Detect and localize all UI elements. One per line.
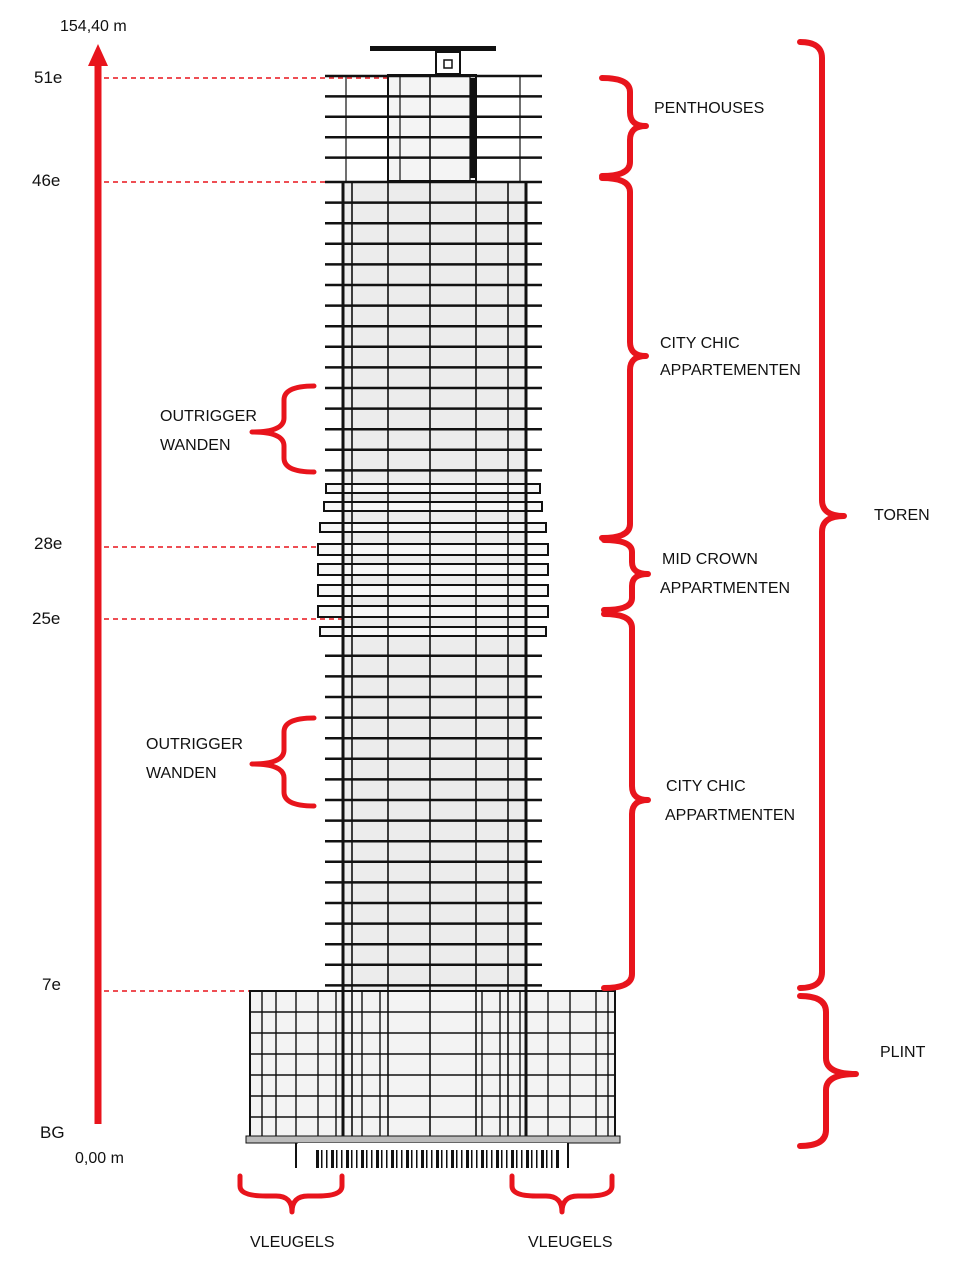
foundation-pile-35 [491, 1150, 493, 1168]
crown-slab-1 [324, 502, 542, 511]
foundation-pile-27 [451, 1150, 454, 1168]
height-axis [60, 18, 127, 1167]
penthouse-core-wall [470, 78, 476, 178]
foundation-pile-6 [346, 1150, 349, 1168]
city-chic-lower-label-2: APPARTMENTEN [665, 807, 796, 824]
level-labels [32, 68, 65, 1142]
foundation-pile-29 [461, 1150, 463, 1168]
mid-crown-label-2: APPARTMENTEN [660, 580, 791, 597]
level-label-25: 25e [32, 609, 61, 628]
foundation-pile-38 [506, 1150, 508, 1168]
outrigger-lower-label-2: WANDEN [146, 765, 217, 782]
tower-elevation [246, 46, 620, 1169]
outrigger-upper-label-1: OUTRIGGER [160, 408, 257, 425]
outrigger-braces [252, 386, 314, 806]
mid-crown-brace [604, 540, 648, 610]
foundation-pile-43 [531, 1150, 533, 1168]
city-chic-lower-brace [604, 614, 648, 988]
foundation-pile-1 [321, 1150, 323, 1168]
foundation-pile-47 [551, 1150, 553, 1168]
height-bottom-label: 0,00 m [75, 1150, 124, 1167]
city-chic-lower-label-1: CITY CHIC [666, 778, 746, 795]
foundation-pile-16 [396, 1150, 398, 1168]
foundation-pile-32 [476, 1150, 478, 1168]
penthouses-brace [602, 78, 646, 176]
foundation-pile-19 [411, 1150, 413, 1168]
foundation-pile-21 [421, 1150, 424, 1168]
foundation-pile-26 [446, 1150, 448, 1168]
foundation-pile-48 [556, 1150, 559, 1168]
foundation-pile-0 [316, 1150, 319, 1168]
foundation-pile-10 [366, 1150, 368, 1168]
foundation-pile-46 [546, 1150, 548, 1168]
foundation-pile-13 [381, 1150, 383, 1168]
ground-slab [246, 1136, 620, 1143]
mid-crown-label-1: MID CROWN [662, 551, 758, 568]
toren-label: TOREN [874, 507, 930, 524]
wing-braces [240, 1176, 612, 1212]
height-top-label: 154,40 m [60, 18, 127, 35]
foundation-pile-22 [426, 1150, 428, 1168]
foundation-pile-12 [376, 1150, 379, 1168]
outrigger-upper-brace [252, 386, 314, 472]
level-label-28: 28e [34, 534, 63, 553]
level-label-51: 51e [34, 68, 63, 87]
wing-right-label: VLEUGELS [528, 1234, 613, 1251]
city-chic-upper-label-1: CITY CHIC [660, 335, 740, 352]
foundation-pile-23 [431, 1150, 433, 1168]
foundation-pile-8 [356, 1150, 358, 1168]
foundation-pile-7 [351, 1150, 353, 1168]
outrigger-lower-brace [252, 718, 314, 806]
plint-brace [800, 996, 856, 1146]
foundation-pile-5 [341, 1150, 343, 1168]
foundation-pile-17 [401, 1150, 403, 1168]
foundation-pile-40 [516, 1150, 518, 1168]
toren-brace [800, 42, 844, 988]
foundation-pile-3 [331, 1150, 334, 1168]
foundation-pile-34 [486, 1150, 488, 1168]
foundation-pile-20 [416, 1150, 418, 1168]
right-wing-brace [512, 1176, 612, 1212]
foundation-pile-31 [471, 1150, 473, 1168]
foundation-pile-37 [501, 1150, 503, 1168]
roof-cap [370, 46, 496, 51]
foundation-pile-24 [436, 1150, 439, 1168]
outrigger-upper-label-2: WANDEN [160, 437, 231, 454]
foundation-pile-25 [441, 1150, 443, 1168]
foundation-pile-14 [386, 1150, 388, 1168]
city-chic-upper-brace [602, 178, 646, 538]
foundation-pile-42 [526, 1150, 529, 1168]
crown-slab-2 [320, 523, 546, 532]
outrigger-lower-label-1: OUTRIGGER [146, 736, 243, 753]
wing-left-label: VLEUGELS [250, 1234, 335, 1251]
foundation-pile-36 [496, 1150, 499, 1168]
left-wing-brace [240, 1176, 342, 1212]
foundation-pile-9 [361, 1150, 364, 1168]
foundation-pile-18 [406, 1150, 409, 1168]
foundation-pile-44 [536, 1150, 538, 1168]
height-arrow-head [88, 44, 108, 66]
roof-box [436, 52, 460, 74]
penthouse-core [388, 75, 476, 181]
crown-slab-7 [320, 627, 546, 636]
foundation-pile-2 [326, 1150, 328, 1168]
foundation-pile-4 [336, 1150, 338, 1168]
foundation-pile-45 [541, 1150, 544, 1168]
foundation-pile-15 [391, 1150, 394, 1168]
foundation-pile-41 [521, 1150, 523, 1168]
city-chic-upper-label-2: APPARTEMENTEN [660, 362, 801, 379]
plint-label: PLINT [880, 1044, 926, 1061]
level-label-46: 46e [32, 171, 61, 190]
foundation-pile-39 [511, 1150, 514, 1168]
level-label-bg: BG [40, 1123, 65, 1142]
foundation-pile-33 [481, 1150, 484, 1168]
foundation-pile-30 [466, 1150, 469, 1168]
roof-box-inner [444, 60, 452, 68]
foundation-pile-28 [456, 1150, 458, 1168]
penthouses-label: PENTHOUSES [654, 100, 765, 117]
level-label-7: 7e [42, 975, 61, 994]
foundation-pile-11 [371, 1150, 373, 1168]
